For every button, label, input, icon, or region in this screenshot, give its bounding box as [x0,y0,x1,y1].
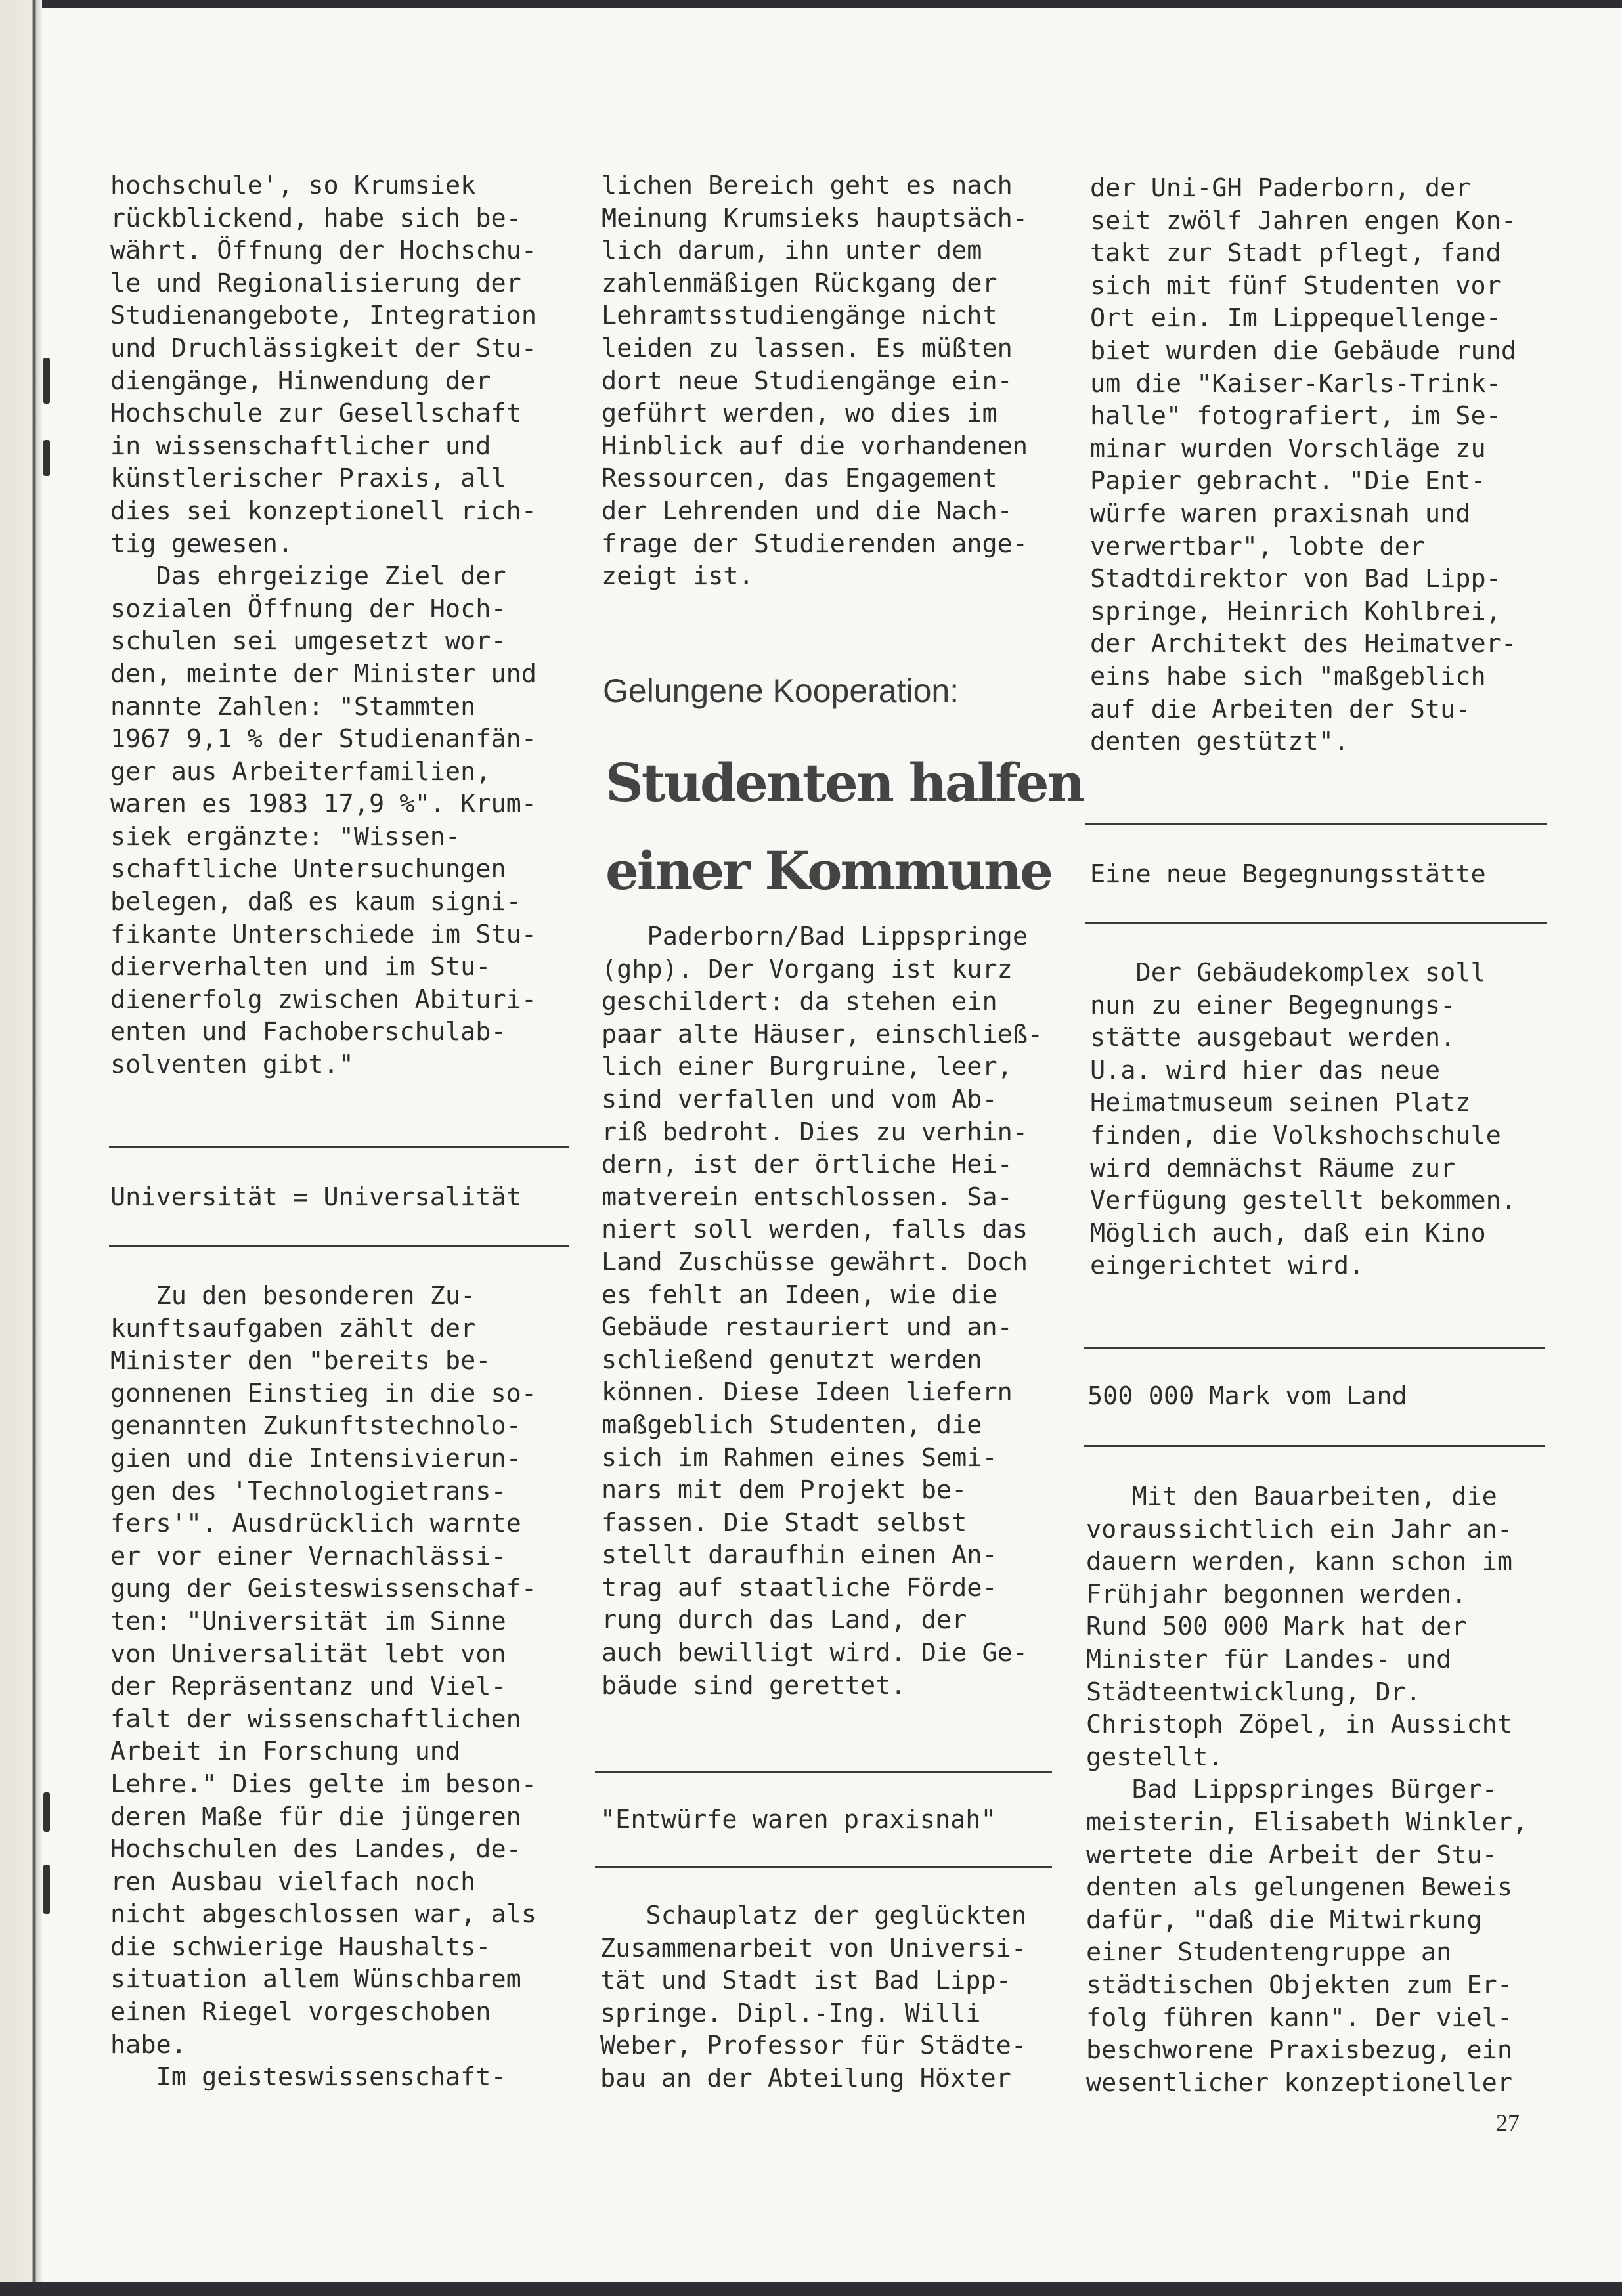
text-line: halle" fotografiert, im Se- [1090,401,1501,431]
text-line: geführt werden, wo dies im [602,399,997,429]
text-line: würfe waren praxisnah und [1090,498,1471,529]
binding-mark [43,1792,50,1832]
text-line: in wissenschaftlicher und [110,431,491,461]
binding-mark [43,440,50,476]
text-line: einer Studentengruppe an [1086,1938,1452,1968]
scan-top-edge [0,0,1622,8]
text-line: wertete die Arbeit der Stu- [1086,1840,1497,1870]
text-line: nannte Zahlen: "Stammten [110,691,476,722]
text-line: er vor einer Vernachlässi- [110,1541,506,1571]
text-line: gung der Geisteswissenschaf- [110,1574,537,1604]
column-2-text-middle [602,921,1043,1702]
text-line: hochschule', so Krumsiek [110,171,476,200]
text-line: niert soll werden, falls das [602,1215,1028,1245]
text-line: paar alte Häuser, einschließ- [602,1019,1043,1049]
text-line: voraussichtlich ein Jahr an- [1086,1514,1513,1544]
text-line: Arbeit in Forschung und [110,1737,461,1767]
text-line: Zu den besonderen Zu- [110,1281,476,1310]
text-line: Das ehrgeizige Ziel der [110,561,506,592]
text-line: Hochschulen des Landes, de- [110,1834,521,1865]
text-line: enten und Fachoberschulab- [110,1017,506,1047]
divider-rule [109,1245,569,1247]
text-line: siek ergänzte: "Wissen- [110,821,461,852]
text-line: solventen gibt." [110,1050,354,1080]
text-line: genannten Zukunftstechnolo- [110,1411,521,1441]
column-2-text-bottom [600,1899,1026,2095]
divider-rule [595,1866,1052,1868]
text-line: Stadtdirektor von Bad Lipp- [1090,564,1501,594]
headline-line: Studenten halfen [605,752,1084,813]
text-line: kunftsaufgaben zählt der [110,1313,476,1343]
subheading: "Entwürfe waren praxisnah" [600,1805,996,1834]
text-line: Möglich auch, daß ein Kino [1090,1218,1486,1248]
text-line: le und Regionalisierung der [110,268,521,298]
text-line: lichen Bereich geht es nach [602,171,1013,200]
text-line: einen Riegel vorgeschoben [110,1997,491,2027]
text-line: wird demnächst Räume zur [1090,1153,1456,1183]
text-line: dort neue Studiengänge ein- [602,366,1013,396]
text-line: Rund 500 000 Mark hat der [1086,1612,1467,1642]
text-line: denten gestützt". [1090,727,1349,757]
text-line: sich mit fünf Studenten vor [1090,271,1501,301]
text-line: maßgeblich Studenten, die [602,1410,982,1440]
text-line: Studienangebote, Integration [110,301,537,331]
text-line: schließend genutzt werden [602,1345,982,1375]
text-line: nars mit dem Projekt be- [602,1475,967,1505]
text-line: riß bedroht. Dies zu verhin- [602,1117,1028,1147]
text-line: trag auf staatliche Förde- [602,1572,997,1603]
text-line: deren Maße für die jüngeren [110,1802,521,1832]
text-line: sich im Rahmen eines Semi- [602,1442,997,1473]
text-line: springe, Heinrich Kohlbrei, [1090,596,1501,626]
text-line: Land Zuschüsse gewährt. Doch [602,1247,1028,1277]
subheading: Universität = Universalität [110,1182,521,1212]
article-kicker: Gelungene Kooperation: [603,672,959,709]
text-line: fikante Unterschiede im Stu- [110,919,537,949]
text-line: habe. [110,2029,186,2060]
text-line: tät und Stadt ist Bad Lipp- [600,1966,1011,1996]
text-line: leiden zu lassen. Es müßten [602,333,1013,363]
subheading: 500 000 Mark vom Land [1087,1381,1407,1411]
headline-line: einer Kommune [605,840,1052,901]
text-line: Weber, Professor für Städte- [600,2031,1027,2061]
text-line: frage der Studierenden ange- [602,529,1028,559]
text-line: stätte ausgebaut werden. [1090,1023,1456,1053]
column-3-text-middle [1090,957,1516,1282]
text-line: minar wurden Vorschläge zu [1090,433,1486,464]
text-line: belegen, daß es kaum signi- [110,887,521,917]
text-line: währt. Öffnung der Hochschu- [110,236,537,266]
text-line: dienerfolg zwischen Abituri- [110,984,537,1014]
text-line: Schauplatz der geglückten [600,1901,1027,1930]
text-line: Hochschule zur Gesellschaft [110,399,521,429]
text-line: dafür, "daß die Mitwirkung [1086,1905,1482,1935]
column-3-text-top [1090,172,1516,758]
text-line: matverein entschlossen. Sa- [602,1182,1013,1212]
text-line: gen des 'Technologietrans- [110,1476,506,1506]
text-line: geschildert: da stehen ein [602,987,997,1017]
text-line: dern, ist der örtliche Hei- [602,1150,1013,1180]
text-line: Im geisteswissenschaft- [110,2062,506,2092]
article-headline [605,739,1084,915]
divider-rule [109,1146,569,1148]
text-line: verwertbar", lobte der [1090,531,1425,561]
text-line: dierverhalten und im Stu- [110,952,491,982]
text-line: gonnenen Einstieg in die so- [110,1378,537,1408]
text-line: nun zu einer Begegnungs- [1090,990,1456,1020]
column-2-text-top [602,169,1028,593]
text-line: dies sei konzeptionell rich- [110,496,537,526]
text-line: dauern werden, kann schon im [1086,1547,1513,1577]
text-line: biet wurden die Gebäude rund [1090,336,1517,366]
text-line: Frühjahr begonnen werden. [1086,1579,1467,1609]
text-line: Städteentwicklung, Dr. [1086,1677,1421,1707]
subheading: Eine neue Begegnungsstätte [1090,859,1486,889]
text-line: Hinblick auf die vorhandenen [602,431,1028,461]
text-line: situation allem Wünschbarem [110,1964,521,1995]
text-line: ren Ausbau vielfach noch [110,1867,476,1897]
text-line: falt der wissenschaftlichen [110,1704,521,1734]
text-line: meisterin, Elisabeth Winkler, [1086,1807,1528,1837]
text-line: springe. Dipl.-Ing. Willi [600,1998,981,2028]
text-line: Lehramtsstudiengänge nicht [602,301,997,331]
text-line: der Lehrenden und die Nach- [602,496,1013,526]
binding-spine [0,0,42,2296]
text-line: sozialen Öffnung der Hoch- [110,594,506,624]
divider-rule [1085,922,1547,924]
text-line: Gebäude restauriert und an- [602,1312,1013,1343]
text-line: bäude sind gerettet. [602,1670,906,1700]
text-line: stellt daraufhin einen An- [602,1540,997,1570]
text-line: Zusammenarbeit von Universi- [600,1933,1027,1963]
text-line: ten: "Universität im Sinne [110,1606,506,1636]
text-line: der Architekt des Heimatver- [1090,629,1517,659]
text-line: Lehre." Dies gelte im beson- [110,1769,537,1799]
text-line: um die "Kaiser-Karls-Trink- [1090,368,1501,399]
text-line: Ort ein. Im Lippequellenge- [1090,303,1501,334]
text-line: fers'". Ausdrücklich warnte [110,1509,521,1539]
text-line: zeigt ist. [602,561,754,592]
text-line: rung durch das Land, der [602,1605,967,1635]
text-line: gien und die Intensivierun- [110,1443,521,1473]
text-line: Meinung Krumsieks hauptsäch- [602,203,1028,233]
column-3-text-bottom [1086,1481,1527,2099]
text-line: Minister für Landes- und [1086,1644,1452,1674]
divider-rule [595,1771,1052,1773]
text-line: den, meinte der Minister und [110,659,537,689]
text-line: 1967 9,1 % der Studienanfän- [110,724,537,754]
text-line: takt zur Stadt pflegt, fand [1090,238,1501,269]
divider-rule [1084,1445,1545,1447]
text-line: auf die Arbeiten der Stu- [1090,694,1471,724]
text-line: U.a. wird hier das neue [1090,1055,1441,1085]
text-line: es fehlt an Ideen, wie die [602,1280,997,1310]
binding-mark [43,1865,50,1914]
text-line: der Uni-GH Paderborn, der [1090,173,1471,203]
text-line: und Druchlässigkeit der Stu- [110,333,537,363]
text-line: städtischen Objekten zum Er- [1086,1970,1513,2000]
text-line: fassen. Die Stadt selbst [602,1507,967,1538]
text-line: künstlerischer Praxis, all [110,464,506,494]
text-line: waren es 1983 17,9 %". Krum- [110,789,537,819]
text-line: Paderborn/Bad Lippspringe [602,922,1028,951]
text-line: eins habe sich "maßgeblich [1090,661,1486,691]
text-line: wesentlicher konzeptioneller [1086,2068,1513,2098]
text-line: die schwierige Haushalts- [110,1932,491,1962]
text-line: diengänge, Hinwendung der [110,366,491,396]
text-line: ger aus Arbeiterfamilien, [110,756,491,787]
text-line: bau an der Abteilung Höxter [600,2063,1011,2093]
text-line: denten als gelungenen Beweis [1086,1873,1513,1903]
text-line: schulen sei umgesetzt wor- [110,626,506,657]
binding-mark [43,358,50,404]
divider-rule [1084,1347,1545,1349]
text-line: folg führen kann". Der viel- [1086,2003,1513,2033]
column-1-text-top [110,169,537,1081]
page-number: 27 [1496,2110,1520,2136]
text-line: Verfügung gestellt bekommen. [1090,1186,1517,1216]
text-line: Bad Lippspringes Bürger- [1086,1775,1497,1805]
text-line: Papier gebracht. "Die Ent- [1090,466,1486,496]
text-line: von Universalität lebt von [110,1639,506,1669]
scan-bottom-edge [0,2282,1622,2296]
text-line: tig gewesen. [110,529,294,559]
text-line: rückblickend, habe sich be- [110,203,521,233]
column-1-text-bottom [110,1280,537,2094]
text-line: gestellt. [1086,1742,1223,1772]
text-line: auch bewilligt wird. Die Ge- [602,1638,1028,1668]
text-line: Mit den Bauarbeiten, die [1086,1482,1497,1511]
text-line: lich einer Burgruine, leer, [602,1052,1013,1082]
text-line: der Repräsentanz und Viel- [110,1672,506,1702]
text-line: Heimatmuseum seinen Platz [1090,1088,1471,1118]
divider-rule [1085,823,1547,825]
text-line: seit zwölf Jahren engen Kon- [1090,206,1517,236]
text-line: schaftliche Untersuchungen [110,854,506,884]
text-line: zahlenmäßigen Rückgang der [602,268,997,298]
text-line: Christoph Zöpel, in Aussicht [1086,1710,1513,1740]
text-line: eingerichtet wird. [1090,1251,1365,1281]
text-line: finden, die Volkshochschule [1090,1120,1501,1150]
text-line: sind verfallen und vom Ab- [602,1084,997,1114]
text-line: Ressourcen, das Engagement [602,464,997,494]
text-line: Minister den "bereits be- [110,1346,491,1376]
text-line: nicht abgeschlossen war, als [110,1899,537,1930]
text-line: können. Diese Ideen liefern [602,1377,1013,1408]
text-line: lich darum, ihn unter dem [602,236,982,266]
text-line: beschworene Praxisbezug, ein [1086,2035,1513,2066]
text-line: (ghp). Der Vorgang ist kurz [602,954,1013,984]
text-line: Der Gebäudekomplex soll [1090,958,1486,987]
